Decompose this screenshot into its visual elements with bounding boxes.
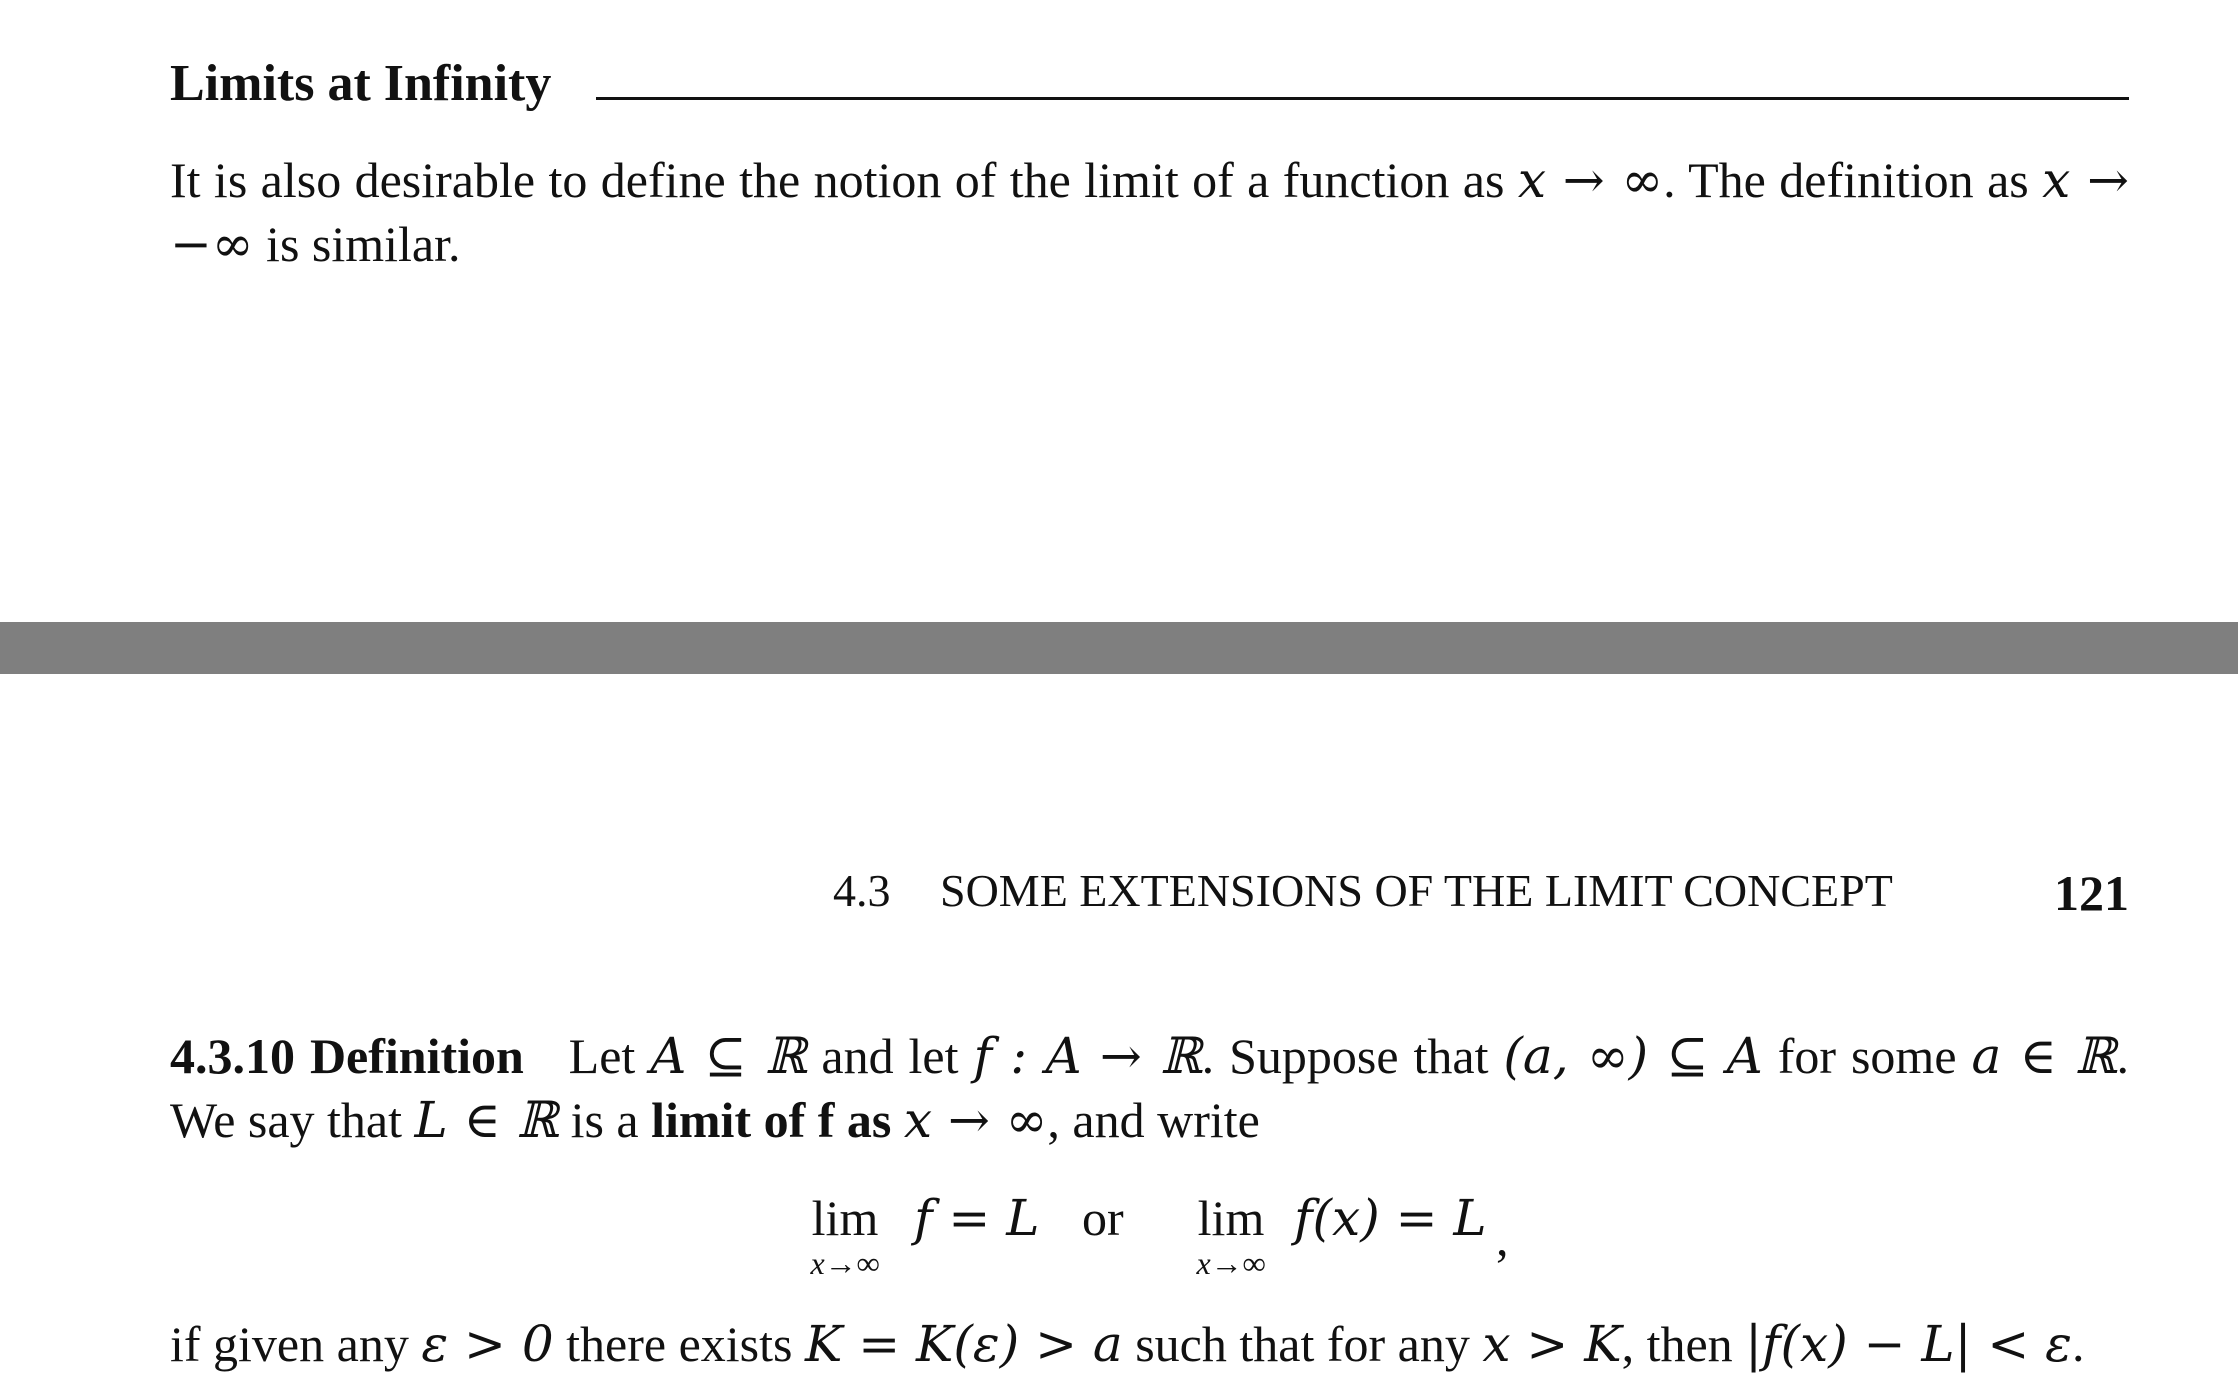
definition-text-5: . We say that <box>170 1028 2129 1148</box>
display-equation <box>0 1190 2238 1290</box>
final-math-4: |f(x) − L| < ε <box>1745 1315 2072 1373</box>
final-math-1: ε > 0 <box>421 1315 554 1373</box>
lim-subscript-1: x→∞ <box>810 1245 880 1281</box>
definition-math-2: f : A → ℝ <box>973 1027 1202 1085</box>
definition-paragraph <box>170 1024 2129 1152</box>
final-math-3: x > K <box>1482 1315 1622 1373</box>
final-text-5: . <box>2071 1316 2085 1372</box>
definition-text-6: is a <box>558 1092 652 1148</box>
definition-text-7: , and write <box>1047 1092 1260 1148</box>
final-text-3: such that for any <box>1122 1316 1483 1372</box>
running-head <box>0 864 2129 924</box>
lim-word-2: lim <box>1197 1190 1265 1246</box>
definition-bold-term: limit of f as <box>651 1092 892 1148</box>
definition-text-1: Let <box>568 1028 651 1084</box>
display-or: or <box>1082 1190 1124 1246</box>
intro-math-1: x → ∞ <box>1517 151 1664 209</box>
definition-text-2: and let <box>806 1028 974 1084</box>
definition-math-4: a ∈ ℝ <box>1971 1027 2117 1085</box>
lim-subscript-2: x→∞ <box>1196 1245 1266 1281</box>
section-rule <box>596 97 2129 100</box>
final-math-2: K = K(ε) > a <box>804 1315 1123 1373</box>
intro-text-1: It is also desirable to define the notion of the limit of a function as <box>170 152 1518 208</box>
section-title: Limits at Infinity <box>170 55 552 112</box>
page-separator <box>0 622 2238 674</box>
page-number: 121 <box>2054 865 2129 921</box>
definition-math-1: A ⊆ ℝ <box>650 1027 807 1085</box>
intro-math-2: x → −∞ <box>170 151 2129 273</box>
definition-math-6: x → ∞ <box>903 1091 1048 1149</box>
definition-label: 4.3.10 Definition <box>170 1028 524 1084</box>
definition-text-4: for some <box>1762 1028 1972 1084</box>
limit-operator-2 <box>1176 1190 1286 1280</box>
definition-math-3: (a, ∞) ⊆ A <box>1503 1027 1763 1085</box>
final-text-1: if given any <box>170 1316 422 1372</box>
top-page <box>0 0 2238 622</box>
running-head-title: SOME EXTENSIONS OF THE LIMIT CONCEPT <box>940 865 1893 916</box>
display-expression-1: f = L <box>914 1189 1040 1247</box>
definition-text-3: . Suppose that <box>1201 1028 1504 1084</box>
display-expression-2: f(x) = L <box>1294 1189 1487 1247</box>
intro-text-2: . The definition as <box>1663 152 2043 208</box>
lim-word-1: lim <box>811 1190 879 1246</box>
final-paragraph <box>170 1312 2129 1376</box>
running-head-section-number: 4.3 <box>833 865 891 916</box>
intro-paragraph <box>170 148 2129 276</box>
final-text-4: , then <box>1621 1316 1746 1372</box>
display-comma: , <box>1496 1210 1509 1266</box>
final-text-2: there exists <box>553 1316 805 1372</box>
intro-text-3: is similar. <box>253 216 461 272</box>
definition-math-5: L ∈ ℝ <box>414 1091 559 1149</box>
limit-operator-1 <box>790 1190 900 1280</box>
